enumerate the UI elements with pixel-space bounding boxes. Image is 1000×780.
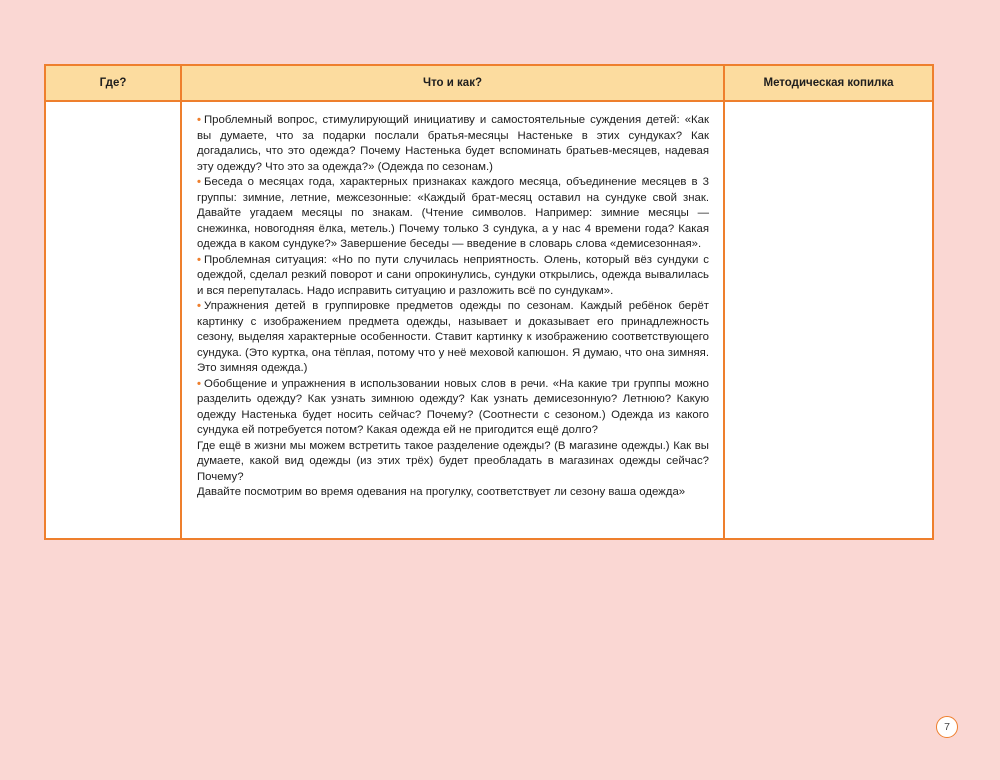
paragraph-text: Беседа о месяцах года, характерных признаках каждого месяца, объединение месяцев в 3 группы: зимние, летние, межсезонные: «Каждый брат-месяц оставил на сундуке свой знак. Давайте угадаем месяцы по знакам. (Чтение символов. Например: зимние месяцы — снежинка, новогодняя ёлка, метель.) Почему только 3 сундука, а у нас 4 времени года? Какая одежда в каком сундуке?» Завершение беседы — введение в словарь слова «демисезонная». <box>197 176 709 250</box>
paragraph-text: Где ещё в жизни мы можем встретить такое разделение одежды? (В магазине одежды.) Как вы думаете, какой вид одежды (из этих трёх) будет преобладать в магазинах одежды сейчас? Почему? <box>197 439 709 483</box>
bullet-icon: • <box>197 176 201 188</box>
activity-paragraph <box>197 485 709 501</box>
paragraph-text: Проблемная ситуация: «Но по пути случилась неприятность. Олень, который вёз сундуки с одеждой, сделал резкий поворот и сани опрокинулись, сундуки открылись, одежда вывалилась и вся перепуталась. Надо исправить ситуацию и разложить всё по сундукам». <box>197 253 709 297</box>
paragraph-text: Обобщение и упражнения в использовании новых слов в речи. «На какие три группы можно разделить одежду? Как узнать зимнюю одежду? Как узнать демисезонную? Летнюю? Какую одежду Настенька будет носить сейчас? Почему? (Соотнести с сезоном.) Одежда из какого сундука ей потребуется потом? Какая одежда ей не пригодится ещё долго? <box>197 377 709 436</box>
activity-paragraph <box>197 377 709 439</box>
methodical-bank-cell <box>724 101 933 539</box>
header-where: Где? <box>45 65 181 101</box>
activity-paragraph <box>197 253 709 300</box>
activity-paragraph <box>197 439 709 486</box>
header-what-how: Что и как? <box>181 65 724 101</box>
bullet-icon: • <box>197 377 201 390</box>
bullet-icon: • <box>197 300 201 312</box>
paragraph-text: Проблемный вопрос, стимулирующий инициативу и самостоятельные суждения детей: «Как вы думаете, что за подарки послали братья-месяцы Настеньке в этих сундуках? Как догадались, что это одежда? Почему Настенька будет вспоминать братьев-месяцев, надевая эту одежду? Что это за одежда?» (Одежда по сезонам.) <box>197 114 709 173</box>
header-methodical-bank: Методическая копилка <box>724 65 933 101</box>
page-number: 7 <box>936 716 958 738</box>
table-header-row <box>45 65 933 101</box>
activity-description <box>182 102 723 501</box>
table-row <box>45 101 933 539</box>
activity-paragraph <box>197 299 709 377</box>
lesson-table <box>44 64 934 540</box>
bullet-icon: • <box>197 114 201 126</box>
what-how-cell <box>181 101 724 539</box>
paragraph-text: Упражнения детей в группировке предметов одежды по сезонам. Каждый ребёнок берёт картинку с изображением предмета одежды, называет и доказывает его принадлежность сезону, выделяя характерные особенности. Ставит картинку к изображению соответствующего сундука. (Это куртка, она тёплая, потому что у неё меховой капюшон. Я думаю, что она зимняя. Это зимняя одежда.) <box>197 300 709 374</box>
where-cell <box>45 101 181 539</box>
activity-paragraph <box>197 175 709 253</box>
activity-paragraph <box>197 113 709 175</box>
bullet-icon: • <box>197 253 201 266</box>
paragraph-text: Давайте посмотрим во время одевания на прогулку, соответствует ли сезону ваша одежда» <box>197 486 686 498</box>
